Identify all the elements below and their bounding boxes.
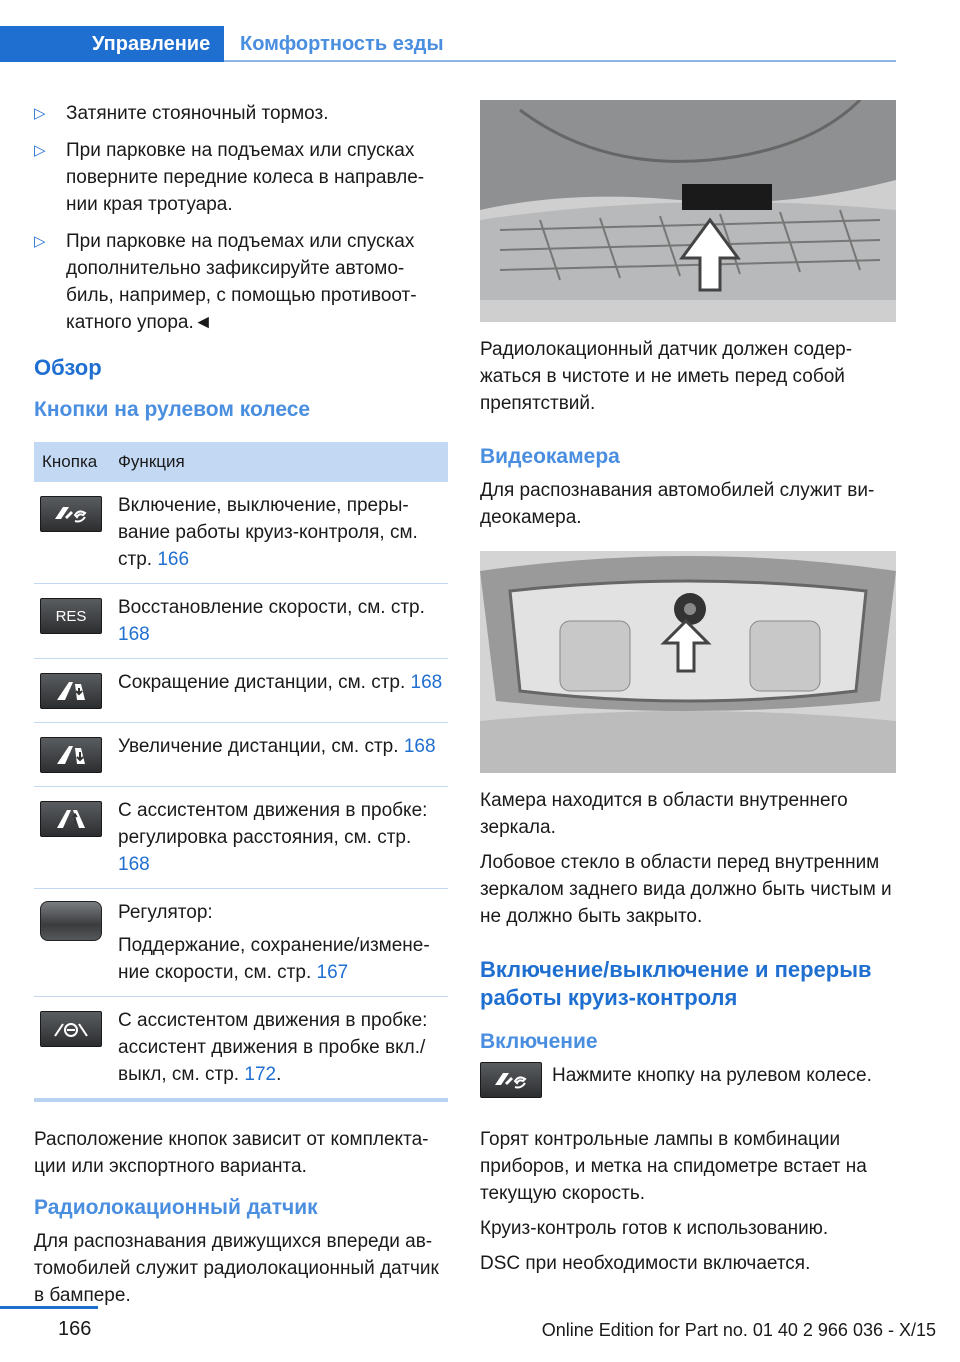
traffic-jam-assistant-icon (40, 1011, 102, 1047)
buttons-table (34, 442, 448, 1102)
table-row: Включение, выключение, преры‐ вание работы круиз-контроля, см. стр. 166 (34, 482, 448, 584)
edition-note: Online Edition for Part no. 01 40 2 966 036 - X/15 (541, 1320, 936, 1340)
col-button-header: Кнопка (42, 452, 98, 471)
camera-caption-location: Камера находится в области внутреннего зеркала. (480, 790, 848, 838)
equipment-note: Расположение кнопок зависит от комплекта‐ ции или экспортного варианта. (34, 1129, 429, 1177)
onoff-heading: Включение/выключение и перерыв работы круиз-контроля (480, 957, 872, 1010)
triangle-bullet-icon: ▷ (34, 105, 46, 122)
bullet-item: ▷ При парковке на подъемах или спусках поверните передние колеса в направле‐ нии края тротуара. (34, 137, 448, 218)
on-text-dsc: DSC при необходимости включается. (480, 1253, 811, 1274)
camera-photo (480, 551, 896, 773)
table-row: Регулятор: Поддержание, сохранение/измене‐ ние скорости, см. стр. 167 (34, 889, 448, 997)
radar-sensor-photo (480, 100, 896, 322)
table-row: Сокращение дистанции, см. стр. 168 (34, 659, 448, 723)
right-column (480, 100, 896, 1285)
bullet-item: ▷ Затяните стояночный тормоз. (34, 100, 448, 127)
on-heading: Включение (480, 1030, 598, 1053)
distance-decrease-icon (40, 673, 102, 709)
bullet-item: ▷ При парковке на подъемах или спусках дополнительно зафиксируйте автомо‐ биль, например, с помощью противоот‐ катного упора.◄ (34, 228, 448, 336)
table-row: С ассистентом движения в пробке: регулировка расстояния, см. стр. 168 (34, 787, 448, 889)
distance-increase-icon (40, 737, 102, 773)
on-text-lamps: Горят контрольные лампы в комбинации приборов, и метка на спидометре встает на текущую скорость. (480, 1129, 867, 1204)
rocker-switch-icon (40, 901, 102, 941)
col-function-header: Функция (118, 452, 185, 471)
on-text-ready: Круиз-контроль готов к использованию. (480, 1218, 829, 1239)
press-button-step: Нажмите кнопку на рулевом колесе. (480, 1062, 896, 1122)
table-row: С ассистентом движения в пробке: ассистент движения в пробке вкл./ выкл, см. стр. 172. (34, 997, 448, 1098)
footer-rule (0, 1306, 98, 1309)
page-link[interactable]: 168 (118, 854, 150, 875)
page-number: 166 (58, 1318, 92, 1340)
left-column (34, 100, 448, 1317)
page-link[interactable]: 168 (403, 736, 436, 757)
table-header (34, 442, 448, 482)
buttons-heading: Кнопки на рулевом колесе (34, 398, 311, 421)
header-rule (224, 60, 896, 62)
radar-heading: Радиолокационный датчик (34, 1196, 318, 1219)
table-row: RES Восстановление скорости, см. стр. 168 (34, 584, 448, 659)
bullet-list (34, 100, 448, 336)
page-link[interactable]: 166 (157, 549, 190, 570)
camera-text: Для распознавания автомобилей служит ви‐ деокамера. (480, 480, 875, 528)
page-header (0, 0, 960, 64)
res-button-icon: RES (40, 598, 102, 634)
camera-caption-windshield: Лобовое стекло в области перед внутренним зеркалом заднего вида должно быть чистым и не должно быть закрыто. (480, 852, 892, 927)
radar-caption: Радиолокационный датчик должен содер‐ жаться в чистоте и не иметь перед собой препятствий. (480, 339, 853, 414)
traffic-jam-distance-icon (40, 801, 102, 837)
page-link[interactable]: 168 (410, 672, 443, 693)
header-chapter: Управление (0, 26, 224, 62)
triangle-bullet-icon: ▷ (34, 233, 46, 250)
cruise-control-icon (480, 1062, 542, 1098)
triangle-bullet-icon: ▷ (34, 142, 46, 159)
cruise-control-icon (40, 496, 102, 532)
header-section: Комфортность езды (240, 33, 444, 55)
camera-heading: Видеокамера (480, 445, 620, 468)
radar-text: Для распознавания движущихся впереди ав‐ томобилей служит радиолокационный датчик в бампере. (34, 1231, 439, 1306)
table-row: Увеличение дистанции, см. стр. 168 (34, 723, 448, 787)
page-link[interactable]: 172 (244, 1064, 277, 1085)
page-link[interactable]: 167 (316, 962, 349, 983)
page-link[interactable]: 168 (118, 624, 150, 645)
overview-heading: Обзор (34, 355, 102, 380)
